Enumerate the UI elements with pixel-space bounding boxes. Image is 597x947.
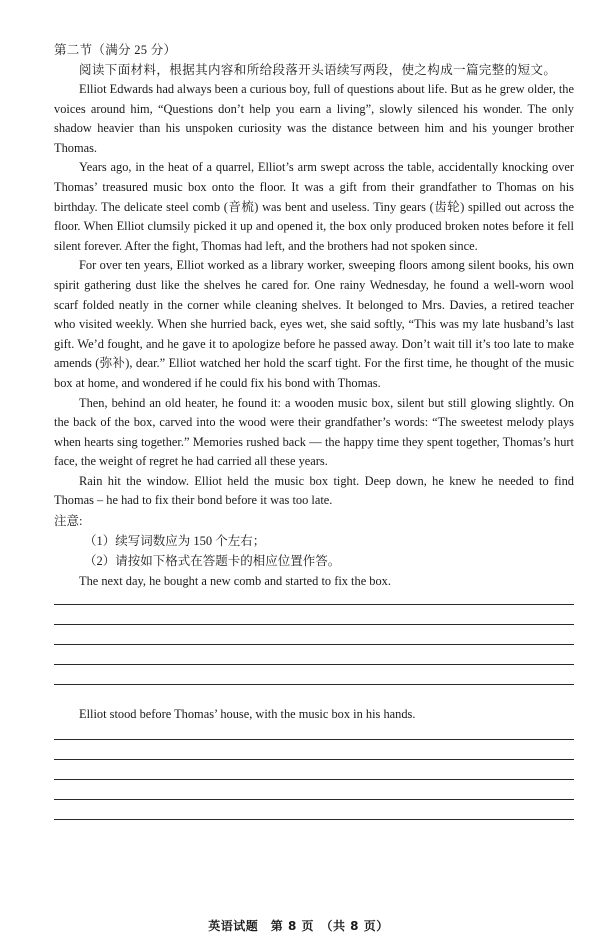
page-footer: 英语试题 第 8 页 （共 8 页） bbox=[208, 919, 389, 933]
answer-line[interactable] bbox=[54, 779, 574, 780]
section-instruction: 阅读下面材料，根据其内容和所给段落开头语续写两段，使之构成一篇完整的短文。 bbox=[79, 63, 557, 77]
answer-lines-1[interactable] bbox=[54, 604, 574, 685]
answer-line[interactable] bbox=[54, 664, 574, 665]
answer-lines-2[interactable] bbox=[54, 739, 574, 820]
passage-paragraph-2: Years ago, in the heat of a quarrel, Elliot’s arm swept across the table, accidentally knocking over Thomas’ treasured music box onto the floor. It was a gift from their grandfather to Thomas on his birthday. The delicate steel comb (音梳) was bent and useless. Tiny gears (齿轮) spilled out across the floor. When Elliot clumsily picked it up and opened it, the box only produced broken notes before it fell silent forever. After the fight, Thomas had left, and the brothers had not spoken since. bbox=[54, 160, 574, 253]
notes-title: 注意: bbox=[54, 514, 83, 529]
section-title: 第二节（满分 25 分） bbox=[54, 43, 177, 57]
answer-line[interactable] bbox=[54, 739, 574, 740]
answer-line[interactable] bbox=[54, 644, 574, 645]
answer-line[interactable] bbox=[54, 684, 574, 685]
passage-paragraph-1: Elliot Edwards had always been a curious boy, full of questions about life. But as he grew older, the voices around him, “Questions don’t help you earn a living”, slowly silenced his wonder. The only shadow heavier than his unspoken curiosity was the distance between him and his younger brother Thomas. bbox=[54, 82, 574, 155]
answer-line[interactable] bbox=[54, 799, 574, 800]
note-item-1: （1）续写词数应为 150 个左右； bbox=[84, 534, 266, 549]
answer-line[interactable] bbox=[54, 759, 574, 760]
passage-paragraph-4: Then, behind an old heater, he found it: a wooden music box, silent but still glowing slightly. On the back of the box, carved into the wood were their grandfather’s words: “The sweetest melody plays when hearts sing together.” Memories rushed back — the happy time they spent together, Thomas’s hurt face, the weight of regret he had carried all these years. bbox=[54, 395, 574, 469]
note-item-2: （2）请按如下格式在答题卡的相应位置作答。 bbox=[84, 554, 341, 569]
passage-paragraph-5: Rain hit the window. Elliot held the music box tight. Deep down, he knew he needed to find Thomas – he had to fix their bond before it was too late. bbox=[54, 473, 574, 508]
passage-paragraph-3: For over ten years, Elliot worked as a library worker, sweeping floors among silent books, his own spirit gathering dust like the shelves he cared for. One rainy Wednesday, he found a well-worn wool scarf folded neatly in the corner while cleaning shelves. It belonged to Mrs. Davies, a retired teacher who visited weekly. When she hurried back, eyes wet, she said softly, “This was my late husband’s last gift. We’d fought, and he gave it to apologize before he passed away. Don’t wait till it’s too late to make amends (弥补), dear.” Elliot watched her hold the scarf tight. For the first time, he thought of the music box at home, and wondered if he could fix his bond with Thomas. bbox=[54, 258, 574, 390]
continuation-prompt-2: Elliot stood before Thomas’ house, with the music box in his hands. bbox=[79, 707, 416, 722]
continuation-prompt-1: The next day, he bought a new comb and started to fix the box. bbox=[79, 574, 391, 589]
page-content bbox=[54, 40, 574, 839]
answer-line[interactable] bbox=[54, 624, 574, 625]
answer-line[interactable] bbox=[54, 604, 574, 605]
answer-line[interactable] bbox=[54, 819, 574, 820]
